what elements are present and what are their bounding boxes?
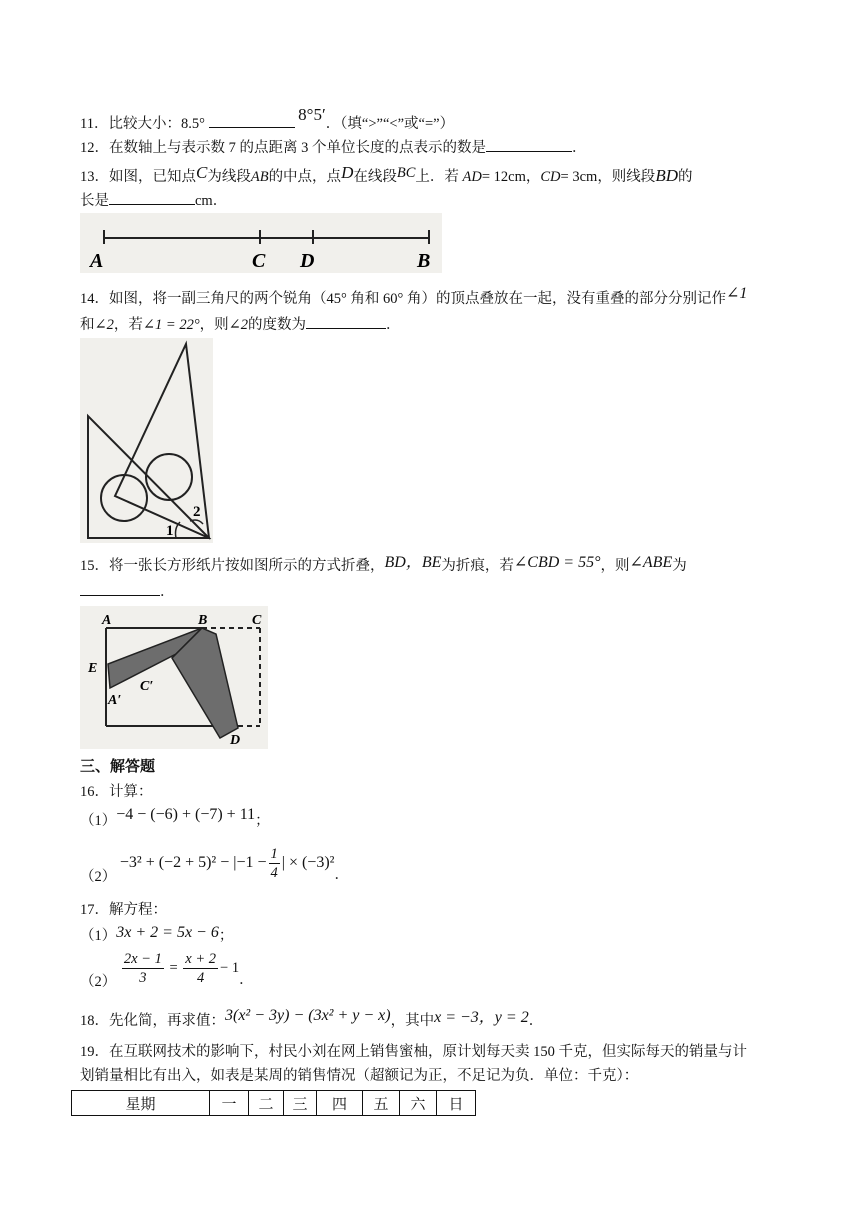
q16-part1 [80,806,270,831]
question-tail: ． [572,140,587,156]
question-number: 13． [80,169,109,185]
math-var: BD [655,166,678,185]
table-header-cell: 四 [317,1091,363,1116]
text-fragment: 长是 [80,193,109,209]
denominator: 4 [197,970,205,986]
fold-lines: BD，BE [384,554,442,571]
part-tail: ． [239,971,254,988]
expression-part: | × (−3)² [281,853,335,871]
table-header-cell: 二 [249,1091,284,1116]
label-d: D [230,733,241,748]
table-header-cell: 六 [400,1091,437,1116]
sales-table [71,1090,476,1116]
angle-symbol: ∠2 [228,317,249,333]
q17-part2 [80,950,254,996]
question-text: 在互联网技术的影响下，村民小刘在网上销售蜜柚，原计划每天卖 150 千克，但实际每天的销量与计 [109,1044,747,1060]
angle-symbol: ∠1 [725,285,748,302]
question-19 [80,1042,747,1062]
math-var: AB [250,169,269,185]
math-var: C [196,163,208,182]
text-fragment: 在线段 [353,169,397,185]
question-number: 16． [80,784,109,800]
fraction-right [183,950,218,987]
label-d: D [300,250,315,272]
table-header-cell: 五 [363,1091,400,1116]
question-17 [80,900,167,920]
equals-sign: = [169,959,178,976]
question-text: 如图，将一副三角尺的两个锐角（45° 角和 60° 角）的顶点叠放在一起，没有重叠的部分分别记作 [109,291,726,307]
text-fragment: 的度数为 [248,317,307,333]
compare-value: 8°5′ [298,105,326,124]
denominator: 4 [270,865,278,881]
segment-figure [80,213,442,273]
label-a: A [102,613,112,628]
folding-drawing [80,606,268,749]
answer-blank[interactable] [486,137,572,152]
part-label: （2） [80,973,117,990]
q16-part2 [80,845,349,887]
part-label: （1） [80,928,117,944]
table-header-cell: 日 [437,1091,476,1116]
math-var: AD [462,169,482,185]
math-var: D [341,163,354,182]
fraction-left [122,950,164,987]
question-title: 计算： [109,784,153,800]
math-var: CD [540,169,561,185]
hole-circle [101,475,147,521]
answer-blank[interactable] [306,314,386,329]
segment-drawing [80,213,442,273]
label-b: B [198,613,208,628]
label-a: A [90,250,104,272]
question-tail: ． [386,317,401,333]
part-tail: ； [218,928,234,944]
triangles-drawing [80,338,213,543]
question-18 [80,1007,544,1031]
expression: 3(x² − 3y) − (3x² + y − x) [225,1007,391,1024]
label-c-prime: C′ [140,679,154,694]
label-c: C [252,250,266,272]
question-14-line2 [80,314,401,335]
table-header-row [72,1091,476,1116]
answer-blank[interactable] [80,581,160,596]
section-heading: 三、解答题 [80,757,156,775]
answer-blank[interactable] [209,113,295,128]
text-fragment: 上．若 [415,169,459,185]
question-number: 14． [80,291,109,307]
question-text: 将一张长方形纸片按如图所示的方式折叠， [109,558,385,574]
question-text: 比较大小：8.5° [108,116,205,132]
question-16 [80,782,153,802]
text-fragment: ，若 [113,317,143,333]
question-15 [80,556,687,576]
given-values: x = −3，y = 2 [434,1009,529,1026]
triangle-45 [88,416,209,538]
question-tail: ． [528,1013,544,1029]
angle-label-1: 1 [166,523,174,539]
expression-part: −3² + (−2 + 5)² − |−1 − [119,853,267,871]
fraction [269,845,280,882]
question-13 [80,163,693,187]
question-number: 18． [80,1013,109,1029]
text-fragment: 和 [80,317,95,333]
answer-blank[interactable] [109,190,195,205]
question-number: 12． [80,140,109,156]
part-label: （1） [80,813,117,829]
text-fragment: ，则 [600,558,630,574]
question-number: 17． [80,902,109,918]
question-13-line2 [80,190,227,211]
text-fragment: 如图，已知点 [109,169,196,185]
question-12 [80,137,587,158]
text-fragment: ，其中 [390,1013,435,1029]
math-value: = 3cm [560,169,598,185]
question-19-line2 [80,1066,638,1086]
expression-part: − 1 [220,959,240,976]
numerator: 2x − 1 [123,951,162,967]
part-tail: ． [334,866,349,883]
text-fragment: 为 [672,558,687,574]
part-tail: ； [255,813,270,829]
question-tail: ．（填“>”“<”或“=”） [325,116,455,132]
text-fragment: 为折痕，若 [441,558,514,574]
question-number: 19． [80,1044,109,1060]
math-value: = 12cm， [481,169,541,185]
question-14 [80,285,748,309]
table-header-cell: 星期 [72,1091,210,1116]
question-15-line2 [80,581,175,602]
question-text: 在数轴上与表示数 7 的点距离 3 个单位长度的点表示的数是 [109,140,486,156]
q17-part1 [80,926,233,946]
label-b: B [417,250,431,272]
text-fragment: 为线段 [207,169,251,185]
question-title: 解方程： [109,902,167,918]
table-header-cell: 三 [284,1091,317,1116]
question-tail: ． [160,584,175,600]
unit-text: cm． [195,193,228,209]
condition: ∠1 = 22° [142,317,200,333]
question-11 [80,105,455,134]
question-text: 先化简，再求值： [109,1013,225,1029]
text-fragment: ，则 [199,317,229,333]
equation: 3x + 2 = 5x − 6 [116,924,219,941]
numerator: 1 [270,846,278,862]
label-a-prime: A′ [108,693,122,708]
angle-label-2: 2 [193,504,201,520]
angle-symbol: ∠2 [94,317,114,333]
label-c: C [252,613,262,628]
folding-figure [80,606,268,749]
triangles-figure [80,338,213,543]
math-var: BC [396,165,416,181]
table-header-cell: 一 [210,1091,249,1116]
hole-circle [146,454,192,500]
expression: −4 − (−6) + (−7) + 11 [116,806,256,823]
part-label: （2） [80,868,117,885]
label-e: E [88,661,98,676]
question-text: 划销量相比有出入，如表是某周的销售情况（超额记为正，不足记为负．单位：千克）： [80,1068,639,1084]
asked-angle: ∠ABE [629,554,673,571]
question-number: 15． [80,558,109,574]
text-fragment: 的中点，点 [268,169,342,185]
denominator: 3 [139,970,147,986]
condition: ∠CBD = 55° [513,554,601,571]
question-number: 11． [80,116,109,132]
text-fragment: ，则线段 [597,169,656,185]
numerator: x + 2 [185,951,217,967]
text-fragment: 的 [677,169,693,185]
